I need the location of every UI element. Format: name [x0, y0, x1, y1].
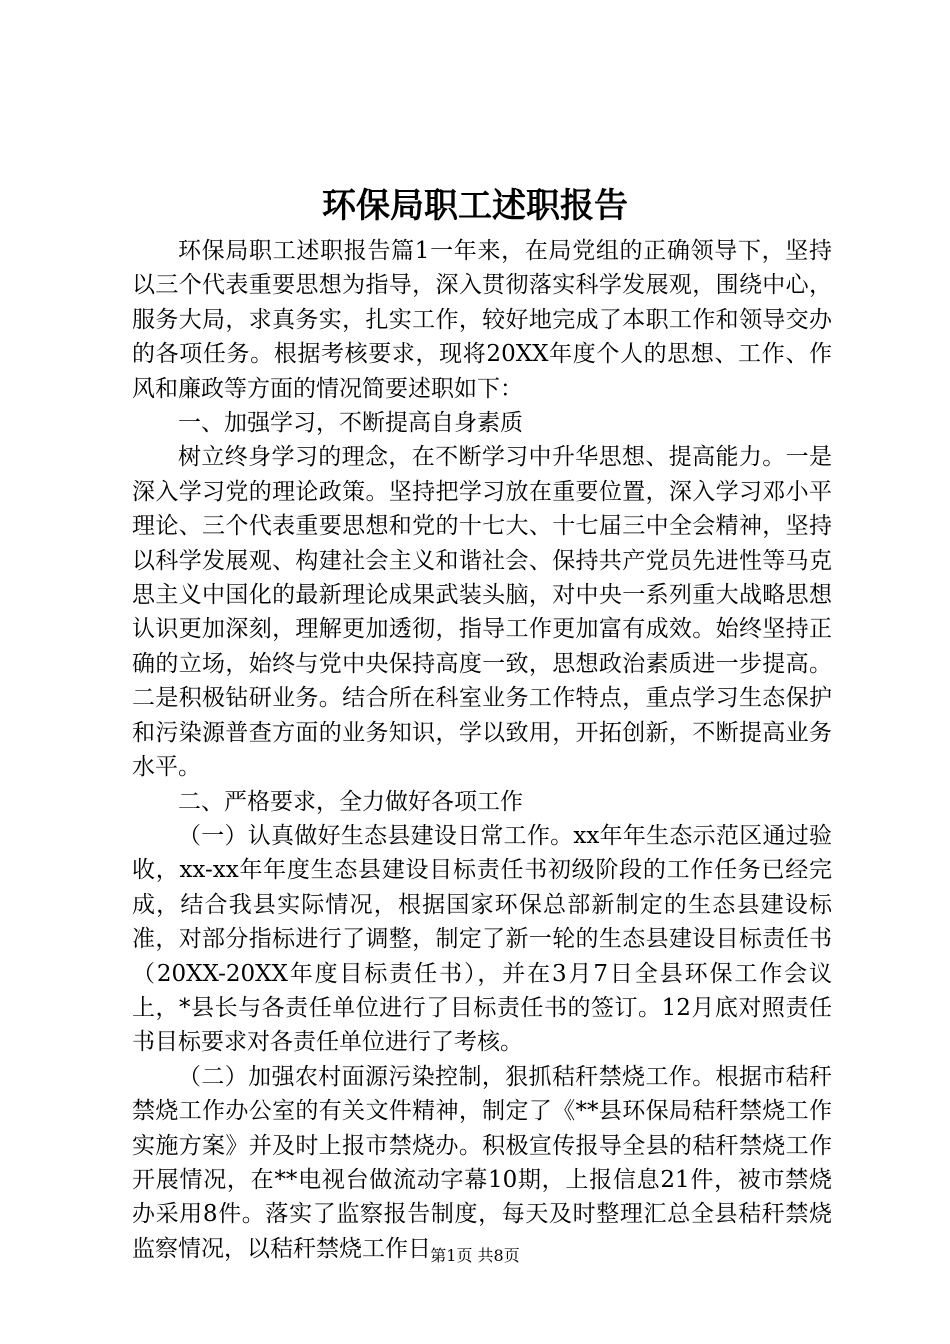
document-title: 环保局职工述职报告 — [322, 186, 628, 226]
document-body — [132, 234, 832, 1266]
paragraph-intro: 环保局职工述职报告篇1一年来，在局党组的正确领导下，坚持以三个代表重要思想为指导，深入贯彻落实科学发展观，围绕中心，服务大局，求真务实，扎实工作，较好地完成了本职工作和领导交办的各项任务。根据考核要求，现将20XX年度个人的思想、工作、作风和廉政等方面的情况简要述职如下： — [132, 238, 832, 402]
page-footer: 第1页 共8页 — [430, 1246, 520, 1265]
paragraph-straw-burning: （二）加强农村面源污染控制，狠抓秸秆禁烧工作。根据市秸秆禁烧工作办公室的有关文件精神，制定了《**县环保局秸秆禁烧工作实施方案》并及时上报市禁烧办。积极宣传报导全县的秸秆禁烧工作开展情况，在**电视台做流动字幕10期，上报信息21件，被市禁烧办采用8件。落实了监察报告制度，每天及时整理汇总全县秸秆禁烧监察情况，以秸秆禁烧工作日 — [132, 1063, 832, 1262]
section-heading-2: 二、严格要求，全力做好各项工作 — [178, 788, 523, 815]
paragraph-ecology-county: （一）认真做好生态县建设日常工作。xx年年生态示范区通过验收，xx-xx年年度生态县建设目标责任书初级阶段的工作任务已经完成，结合我县实际情况，根据国家环保总部新制定的生态县建设标准，对部分指标进行了调整，制定了新一轮的生态县建设目标责任书（20XX-20XX年度目标责任书），并在3月7日全县环保工作会议上，*县长与各责任单位进行了目标责任书的签订。12月底对照责任书目标要求对各责任单位进行了考核。 — [132, 822, 832, 1056]
paragraph-study: 树立终身学习的理念，在不断学习中升华思想、提高能力。一是深入学习党的理论政策。坚持把学习放在重要位置，深入学习邓小平理论、三个代表重要思想和党的十七大、十七届三中全会精神，坚持以科学发展观、构建社会主义和谐社会、保持共产党员先进性等马克思主义中国化的最新理论成果武装头脑，对中央一系列重大战略思想认识更加深刻，理解更加透彻，指导工作更加富有成效。始终坚持正确的立场，始终与党中央保持高度一致，思想政治素质进一步提高。二是积极钻研业务。结合所在科室业务工作特点，重点学习生态保护和污染源普查方面的业务知识，学以致用，开拓创新，不断提高业务水平。 — [132, 444, 832, 781]
section-heading-1: 一、加强学习，不断提高自身素质 — [178, 410, 523, 437]
